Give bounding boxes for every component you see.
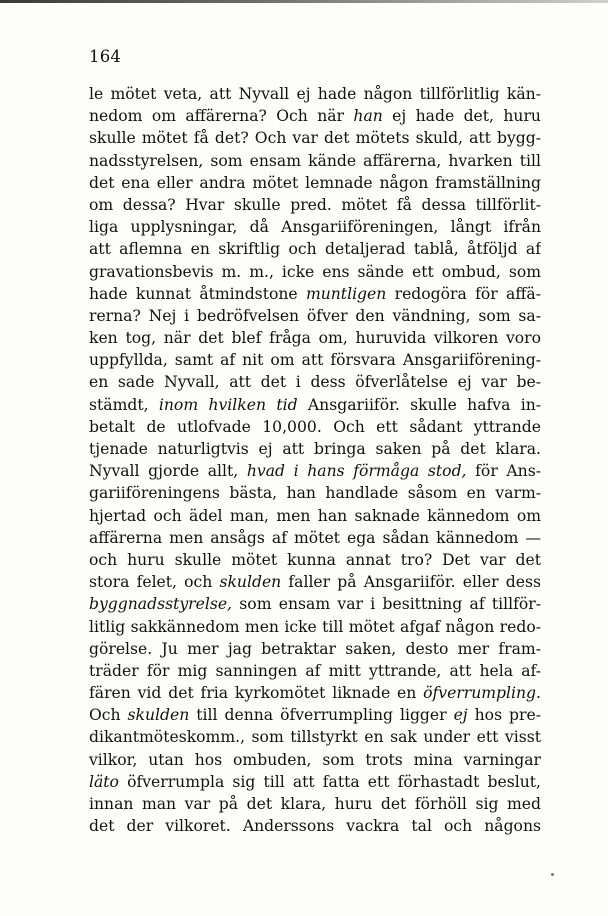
text-line	[89, 771, 541, 793]
text-line	[89, 394, 541, 416]
text-span: faller på Ansgariiför. eller dess	[281, 573, 541, 592]
text-span: hjertad och ädel man, men han saknade kännedom om	[89, 506, 541, 525]
text-span: nadsstyrelsen, som ensam kände affärerna, hvarken till	[89, 151, 541, 170]
text-line	[89, 216, 541, 238]
text-span: träder för mig sanningen af mitt yttrande, att hela af-	[89, 661, 541, 680]
text-line	[89, 527, 541, 549]
text-line	[89, 482, 541, 504]
text-line	[89, 726, 541, 748]
text-line	[89, 238, 541, 260]
italic-text-span: han	[353, 107, 383, 126]
text-span: som ensam var i besittning af tillför-	[232, 595, 541, 614]
text-span: stämdt,	[89, 395, 159, 414]
text-span: att aflemna en skriftlig och detaljerad tablå, åtföljd af	[89, 240, 541, 259]
text-span: le mötet veta, att Nyvall ej hade någon tillförlitlig kän-	[89, 85, 541, 103]
text-line	[89, 194, 541, 216]
italic-text-span: läto	[89, 772, 119, 791]
text-span: dikantmöteskomm., som tillstyrkt en sak under ett visst	[89, 728, 541, 747]
text-line	[89, 327, 541, 349]
text-span: affärerna men ansågs af mötet ega sådan kännedom —	[89, 528, 541, 547]
text-span: rerna? Nej i bedröfvelsen öfver den vändning, som sa-	[89, 306, 541, 325]
text-span: ej hade det, huru	[382, 107, 541, 126]
text-span: det ena eller andra mötet lemnade någon framställning	[89, 173, 541, 192]
text-span: en sade Nyvall, att det i dess öfverlåtelse ej var be-	[89, 373, 541, 392]
text-span: innan man var på det klara, huru det förhöll sig med	[89, 795, 541, 813]
text-line	[89, 349, 541, 371]
text-line	[89, 371, 541, 393]
body-text	[89, 83, 541, 837]
text-span: uppfyllda, samt af nit om att försvara Ansgariiförening-	[89, 351, 541, 370]
text-line	[89, 749, 541, 771]
text-line	[89, 127, 541, 149]
text-span: hade kunnat åtmindstone	[89, 284, 306, 303]
text-span: Ansgariiför. skulle hafva in-	[297, 395, 541, 414]
text-span: det der vilkoret. Anderssons vackra tal och någons	[89, 817, 541, 836]
page-number: 164	[89, 47, 122, 66]
italic-text-span: byggnadsstyrelse,	[89, 595, 233, 614]
text-span: betalt de utlofvade 10,000. Och ett sådant yttrande	[89, 417, 541, 436]
text-line	[89, 815, 541, 837]
text-line	[89, 660, 541, 682]
text-span: tjenade naturligtvis ej att bringa saken på det klara.	[89, 440, 541, 458]
text-span: gravationsbevis m. m., icke ens sände ett ombud, som	[89, 262, 541, 281]
text-span: litlig sakkännedom men icke till mötet afgaf någon redo-	[89, 617, 541, 636]
text-span: fären vid det fria kyrkomötet liknade en	[89, 684, 424, 703]
text-span: stora felet, och	[89, 573, 220, 592]
scan-top-edge	[0, 0, 608, 3]
text-line	[89, 549, 541, 571]
text-line	[89, 704, 541, 726]
text-span: och huru skulle mötet kunna annat tro? Det var det	[89, 550, 541, 569]
italic-text-span: skulden	[127, 706, 190, 725]
text-line	[89, 261, 541, 283]
text-line	[89, 283, 541, 305]
italic-text-span: inom hvilken tid	[158, 395, 298, 414]
text-span: om dessa? Hvar skulle pred. mötet få dessa tillförlit-	[89, 195, 541, 214]
text-span: redogöra för affä-	[386, 284, 541, 303]
text-line	[89, 105, 541, 127]
italic-text-span: ej	[453, 706, 468, 725]
text-span: nedom om affärerna? Och när	[89, 107, 354, 126]
text-span: till denna öfverrumpling ligger	[189, 706, 454, 725]
text-line	[89, 83, 541, 105]
scan-speck	[551, 873, 554, 876]
text-line	[89, 438, 541, 460]
text-line	[89, 172, 541, 194]
text-line	[89, 571, 541, 593]
text-line	[89, 638, 541, 660]
text-span: Och	[89, 706, 128, 725]
text-span: öfverrumpla sig till att fatta ett förhastadt beslut,	[118, 772, 541, 791]
text-span: görelse. Ju mer jag betraktar saken, desto mer fram-	[89, 639, 541, 658]
text-span: vilkor, utan hos ombuden, som trots mina varningar	[89, 750, 541, 769]
text-span: Nyvall gjorde allt,	[89, 462, 247, 481]
text-line	[89, 416, 541, 438]
italic-text-span: skulden	[219, 573, 282, 592]
text-line	[89, 793, 541, 815]
text-line	[89, 593, 541, 615]
italic-text-span: öfverrumpling.	[423, 684, 541, 703]
italic-text-span: muntligen	[305, 284, 387, 303]
text-line	[89, 616, 541, 638]
text-line	[89, 460, 541, 482]
text-line	[89, 305, 541, 327]
text-line	[89, 505, 541, 527]
text-span: skulle mötet få det? Och var det mötets skuld, att bygg-	[89, 129, 541, 148]
italic-text-span: hvad i hans förmåga stod,	[246, 462, 467, 481]
text-span: gariiföreningens bästa, han handlade såsom en varm-	[89, 484, 541, 503]
text-line	[89, 150, 541, 172]
text-span: ken tog, när det blef fråga om, huruvida vilkoren voro	[89, 329, 541, 348]
text-span: hos pre-	[467, 706, 541, 725]
text-span: för Ans-	[466, 462, 541, 481]
text-span: liga upplysningar, då Ansgariiföreningen, långt ifrån	[89, 218, 541, 237]
text-line	[89, 682, 541, 704]
